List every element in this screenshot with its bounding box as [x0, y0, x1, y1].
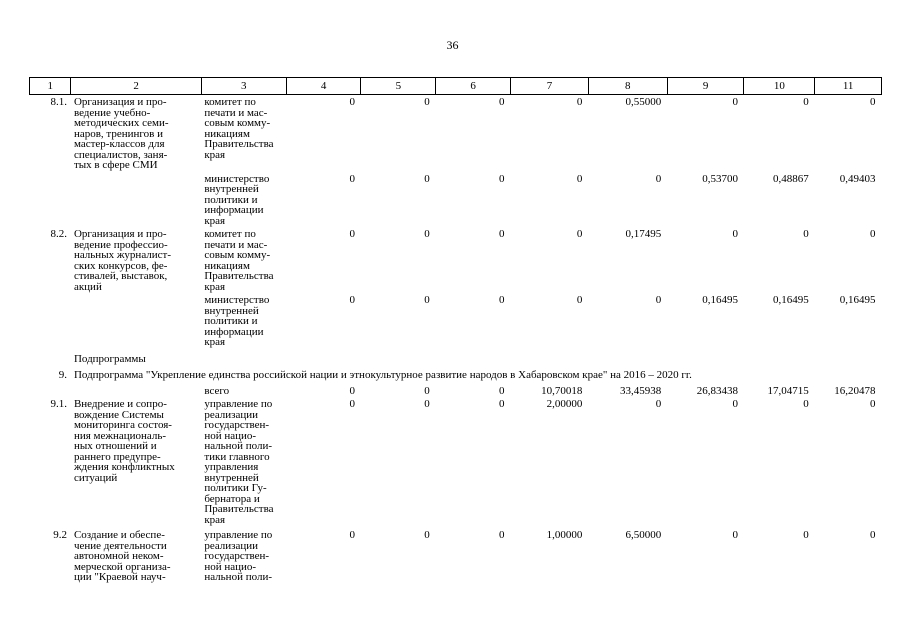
column-number-cell: 1 [30, 78, 71, 95]
funding-value: 0 [424, 228, 430, 240]
funding-value: 0 [349, 228, 355, 240]
funding-value: 0 [499, 294, 505, 306]
subprogram-title-row [30, 370, 882, 386]
funding-value: 0 [349, 398, 355, 410]
funding-value: 0,16495 [702, 294, 738, 306]
activity-name: Внедрение и сопро- вождение Системы мониторинга состоя- ния межнациональ- ных отношений и раннего предупре- ждения конфликтных ситуаций [73, 398, 175, 484]
funding-value: 0 [499, 529, 505, 541]
funding-value: 0,17495 [625, 228, 662, 240]
subprograms-label-row [30, 354, 882, 371]
subprogram-title: Подпрограмма "Укрепление единства российской нации и этнокультурное развитие народов в Хабаровском крае" на 2016 – 2020 гг. [73, 369, 692, 381]
funding-value: 0 [732, 529, 738, 541]
table-row [30, 399, 882, 530]
funding-value: 0 [655, 172, 662, 185]
funding-value: 0 [499, 398, 505, 410]
funding-value: 0 [349, 294, 355, 306]
funding-value: 0 [576, 96, 583, 108]
executor-name: комитет по печати и мас- совым комму- никациям Правительства края [204, 96, 274, 161]
funding-value: 0 [655, 294, 662, 306]
activity-name: Организация и про- ведение учебно- методических семи- наров, тренингов и мастер-классов для специалистов, заня- тых в сфере СМИ [73, 96, 169, 171]
total-value: 0 [424, 384, 430, 397]
total-label: всего [204, 384, 230, 397]
table-row [30, 295, 882, 354]
funding-value: 0,16495 [772, 294, 809, 306]
executor-name: министерство внутренней политики и информации края [204, 172, 270, 227]
executor-name: управление по реализации государствен- ной нацио- нальной поли- [204, 529, 273, 583]
funding-value: 0 [499, 172, 505, 185]
funding-value: 0,16495 [839, 294, 876, 306]
table-row [30, 97, 882, 174]
funding-value: 0 [349, 172, 355, 185]
activity-name [71, 295, 201, 354]
total-value: 26,83438 [696, 384, 738, 397]
column-number-cell: 2 [71, 78, 201, 95]
column-number-cell: 5 [361, 78, 436, 95]
table-row [30, 229, 882, 295]
column-number-cell: 3 [201, 78, 286, 95]
funding-value: 0 [499, 228, 505, 240]
subprograms-label: Подпрограммы [73, 352, 146, 365]
funding-value: 0 [576, 172, 583, 185]
row-index: 9.1. [50, 398, 67, 410]
funding-value: 0 [870, 398, 876, 410]
funding-value: 0 [732, 96, 738, 108]
funding-value: 0 [576, 228, 583, 240]
total-value: 16,20478 [834, 384, 876, 397]
funding-value: 2,00000 [546, 398, 583, 410]
empty-cell [30, 386, 71, 400]
row-index [30, 295, 71, 354]
empty-cell [30, 354, 71, 371]
total-value: 0 [499, 384, 505, 397]
funding-value: 0 [732, 228, 738, 240]
funding-value: 0,53700 [702, 172, 738, 185]
total-row [30, 386, 882, 400]
funding-value: 0 [576, 294, 583, 306]
empty-cell [71, 386, 201, 400]
total-value: 33,45938 [619, 384, 662, 397]
funding-value: 0 [803, 96, 809, 108]
activity-name [71, 174, 201, 230]
funding-value: 6,50000 [625, 529, 662, 541]
page-number: 36 [446, 38, 459, 52]
funding-value: 0,49403 [839, 172, 876, 185]
total-value: 10,70018 [541, 384, 583, 397]
column-number-cell: 6 [436, 78, 511, 95]
column-number-cell: 11 [815, 78, 882, 95]
table-row [30, 530, 882, 583]
table-row [30, 174, 882, 230]
column-number-cell: 4 [286, 78, 361, 95]
column-number-cell: 10 [744, 78, 815, 95]
funding-value: 0 [349, 96, 355, 108]
activity-name: Организация и про- ведение профессио- нальных журналист- ских конкурсов, фе- стивалей, выставок, акций [73, 228, 172, 293]
column-number-cell: 7 [511, 78, 589, 95]
column-number-cell: 8 [588, 78, 667, 95]
funding-value: 0,55000 [625, 96, 662, 108]
funding-value: 0 [655, 398, 662, 410]
executor-name: министерство внутренней политики и информации края [204, 294, 270, 348]
column-number-cell: 9 [667, 78, 744, 95]
funding-value: 0 [803, 228, 809, 240]
funding-value: 0 [349, 529, 355, 541]
funding-value: 0 [424, 294, 430, 306]
funding-value: 0 [424, 398, 430, 410]
funding-value: 0 [870, 529, 876, 541]
executor-name: комитет по печати и мас- совым комму- никациям Правительства края [204, 228, 274, 293]
funding-value: 0 [870, 228, 876, 240]
total-value: 17,04715 [767, 384, 809, 397]
funding-value: 0,48867 [772, 172, 809, 185]
funding-value: 0 [424, 96, 430, 108]
executor-name: управление по реализации государствен- ной нацио- нальной поли- тики главного управления внутренней политики Гу- бернатора и Правительства края [204, 398, 274, 526]
row-index: 8.1. [50, 96, 67, 108]
funding-value: 0 [499, 96, 505, 108]
row-index: 9.2 [53, 529, 67, 541]
funding-value: 0 [870, 96, 876, 108]
activity-name: Создание и обеспе- чение деятельности автономной неком- мерческой организа- ции "Краевой науч- [73, 529, 171, 583]
row-index: 8.2. [50, 228, 67, 240]
row-index [30, 174, 71, 230]
funding-value: 0 [424, 172, 430, 185]
column-number-header-row [30, 78, 882, 95]
funding-value: 1,00000 [546, 529, 583, 541]
funding-value: 0 [732, 398, 738, 410]
subprogram-index: 9. [58, 369, 67, 381]
funding-value: 0 [803, 398, 809, 410]
funding-value: 0 [803, 529, 809, 541]
funding-value: 0 [424, 529, 430, 541]
budget-table [29, 77, 882, 583]
total-value: 0 [349, 384, 355, 397]
